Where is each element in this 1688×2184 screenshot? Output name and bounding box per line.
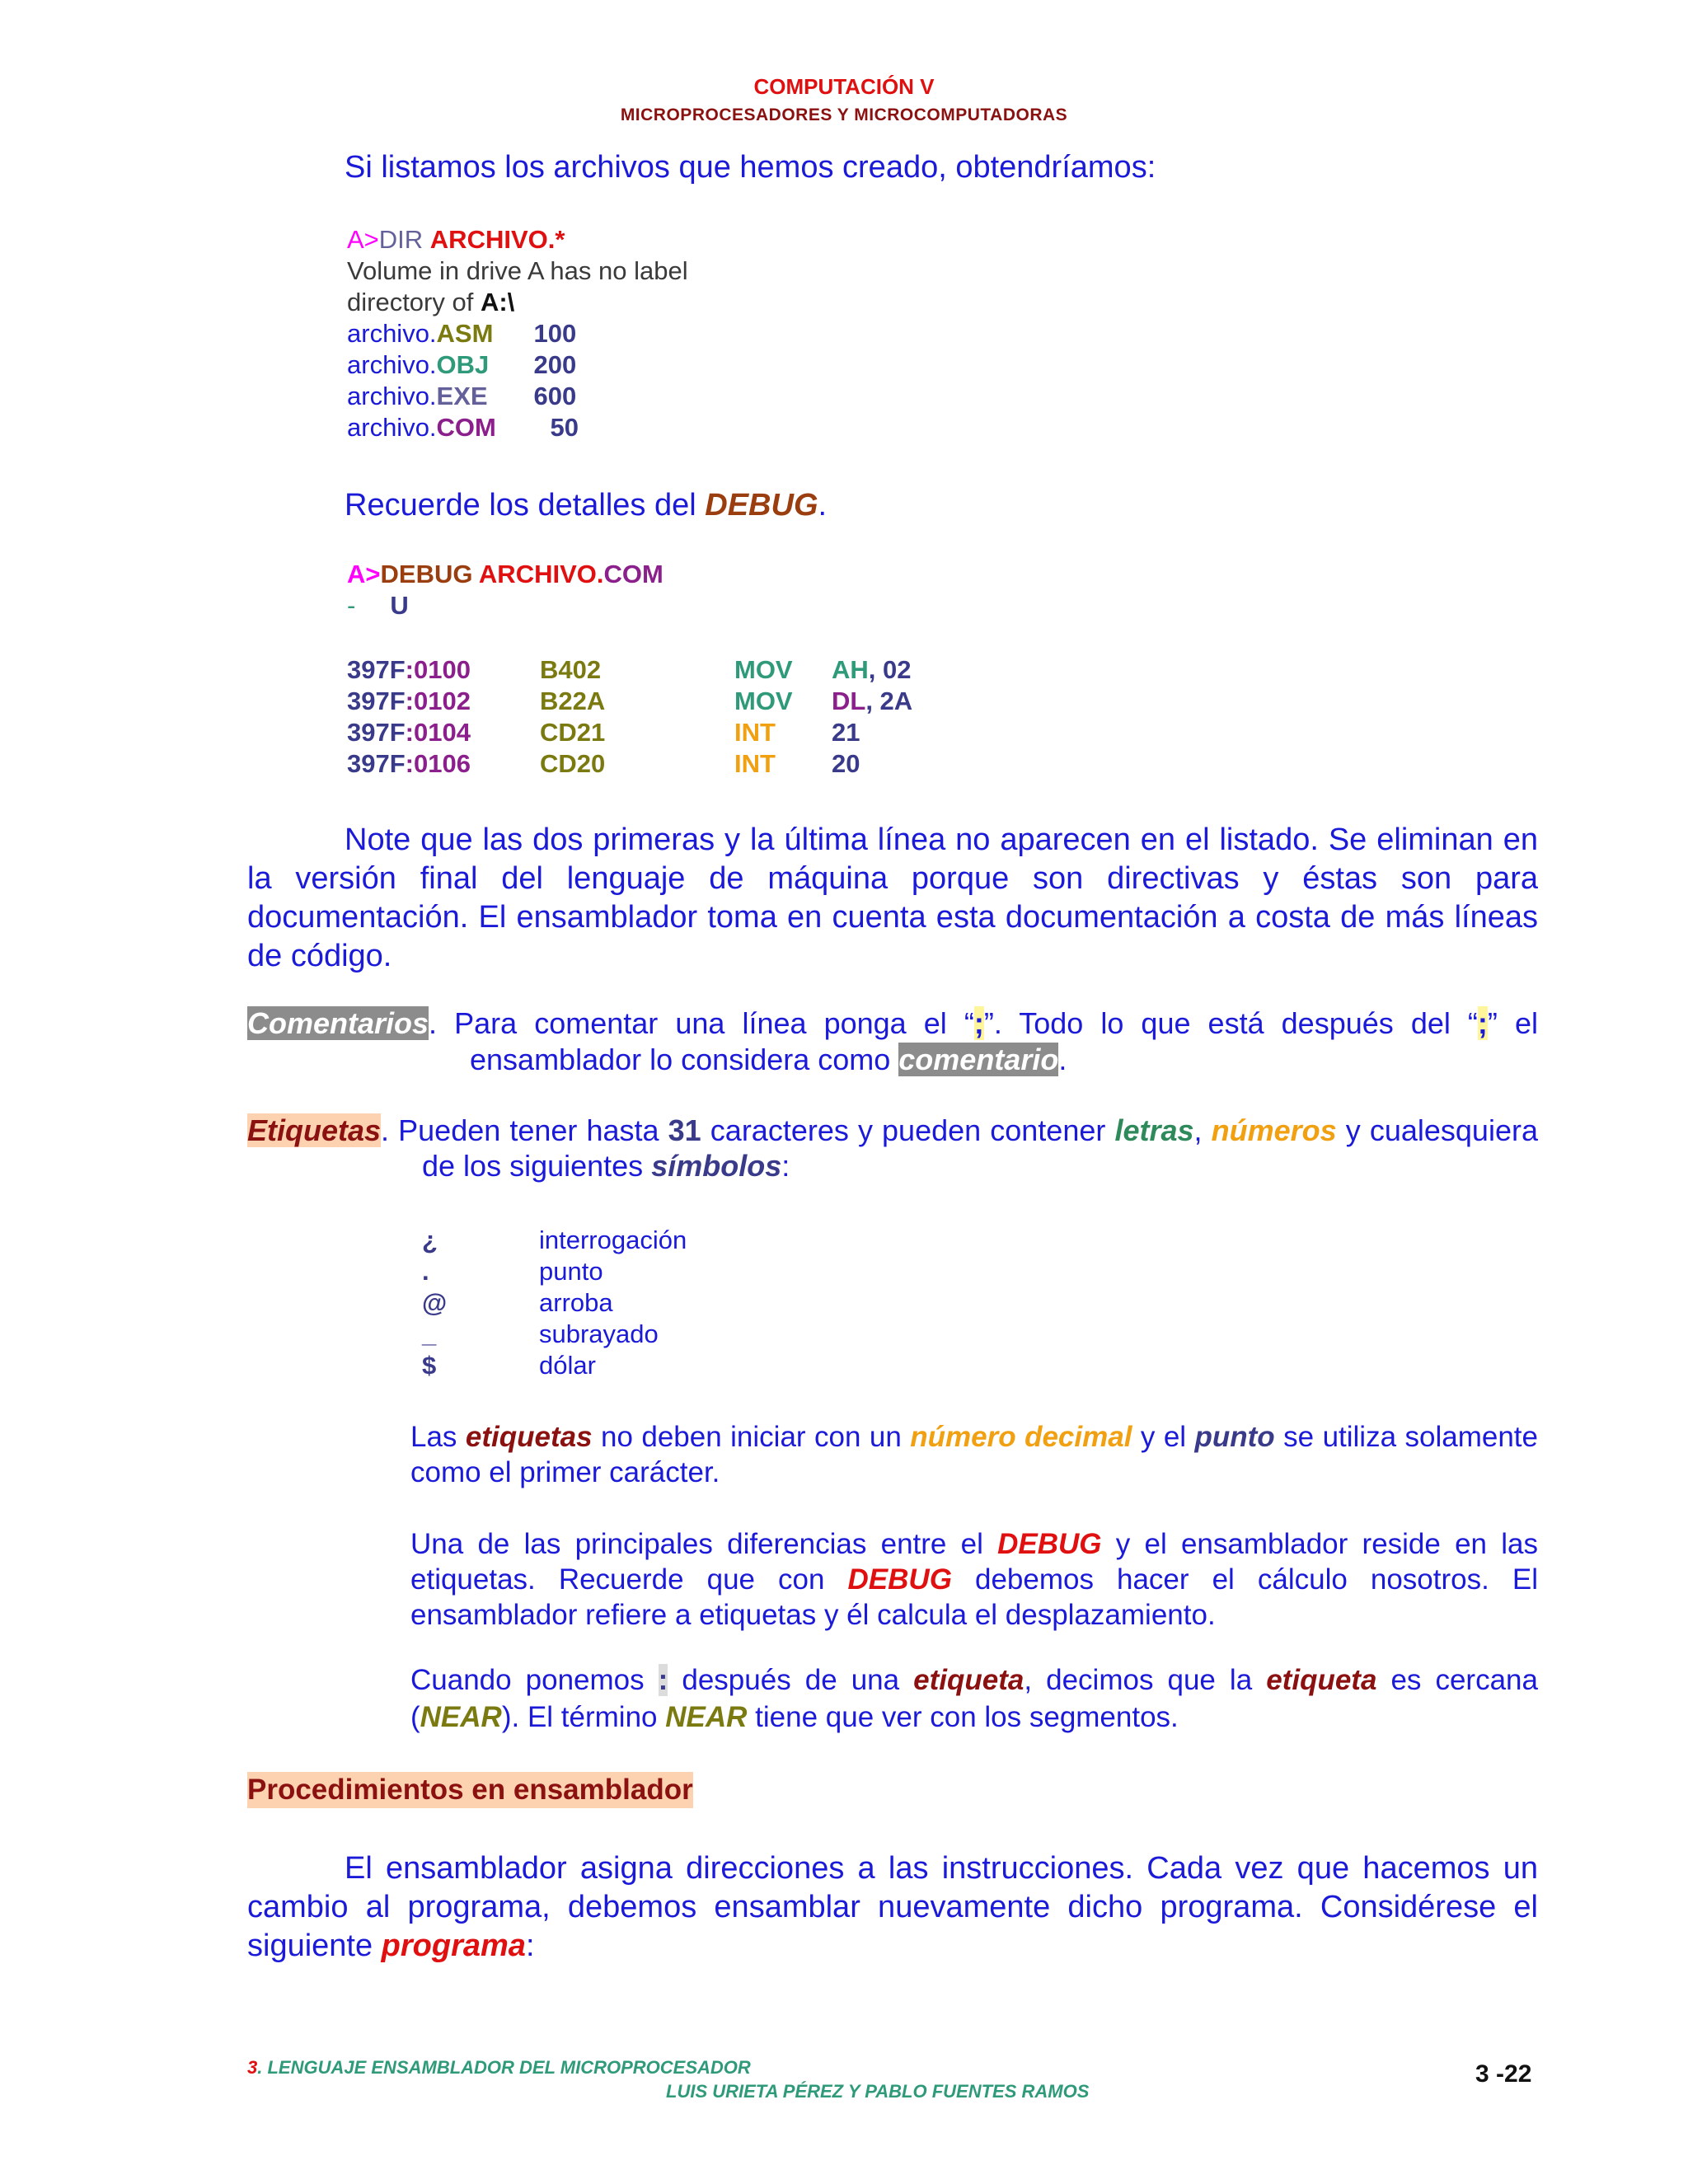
debug-command xyxy=(347,559,663,621)
comentarios-text-3: ” el ensamblador lo considera como xyxy=(470,1006,1538,1076)
comentario-term: comentario xyxy=(898,1043,1059,1076)
comentarios-end: . xyxy=(1058,1043,1067,1076)
near-text-4: es cercana ( xyxy=(410,1664,1538,1733)
semicolon: ; xyxy=(973,1006,984,1040)
etiquetas-text-2: caracteres y pueden contener xyxy=(701,1113,1115,1147)
programa-word: programa xyxy=(381,1929,526,1963)
symbol-name: punto xyxy=(539,1257,603,1286)
disasm-off: :0104 xyxy=(405,718,471,747)
footer-authors: LUIS URIETA PÉREZ Y PABLO FUENTES RAMOS xyxy=(666,2081,1090,2102)
disasm-hex: B402 xyxy=(540,655,602,684)
label-rule-text-3: y el xyxy=(1132,1421,1195,1453)
etiqueta-word: etiqueta xyxy=(913,1664,1025,1696)
file-size: 200 xyxy=(533,350,577,379)
section-heading: Procedimientos en ensamblador xyxy=(247,1772,693,1808)
colon-symbol: : xyxy=(658,1664,668,1696)
file-base: archivo. xyxy=(347,350,437,379)
symbol: _ xyxy=(422,1319,437,1348)
file-base: archivo. xyxy=(347,413,437,442)
debug-diff-text-3: debemos hacer el cálculo nosotros. El ensamblador refiere a etiquetas y él calcula el desplazamiento. xyxy=(410,1563,1538,1631)
etiquetas-term: Etiquetas xyxy=(247,1113,382,1147)
disasm-op1: AH xyxy=(832,655,869,684)
symbol-name: dólar xyxy=(539,1351,596,1380)
prompt: A> xyxy=(347,225,379,254)
comentarios-term: Comentarios xyxy=(247,1006,429,1040)
disasm-mnemonic: MOV xyxy=(734,655,793,684)
symbol-row xyxy=(422,1225,687,1256)
disasm-op1: 20 xyxy=(832,749,860,778)
disasm-hex: B22A xyxy=(540,687,606,715)
dir-command-line xyxy=(347,224,688,255)
debug-cmd: DEBUG xyxy=(380,560,479,588)
intro-text: Si listamos los archivos que hemos creado, obtendríamos: xyxy=(345,150,1156,185)
near-word: NEAR xyxy=(665,1701,748,1733)
near-paragraph xyxy=(410,1661,1538,1736)
chapter-number: 3 xyxy=(247,2057,258,2078)
file-size: 600 xyxy=(533,382,577,410)
etiquetas-comma: , xyxy=(1193,1113,1212,1147)
disasm-seg: 397F xyxy=(347,687,406,715)
disasm-row xyxy=(347,654,912,686)
disasm-hex: CD21 xyxy=(540,718,606,747)
etiqueta-word: etiqueta xyxy=(1266,1664,1377,1696)
symbol-row xyxy=(422,1350,687,1381)
etiquetas-end: : xyxy=(781,1149,790,1183)
file-base: archivo. xyxy=(347,382,437,410)
final-end: : xyxy=(525,1929,535,1963)
symbol-row xyxy=(422,1256,687,1287)
symbol: . xyxy=(422,1257,429,1286)
disasm-row xyxy=(347,748,912,780)
directory-line xyxy=(347,287,688,318)
debug-word: DEBUG xyxy=(997,1528,1102,1560)
file-size: 100 xyxy=(533,319,577,348)
numero-decimal: número decimal xyxy=(910,1421,1132,1453)
disasm-seg: 397F xyxy=(347,718,406,747)
disasm-hex: CD20 xyxy=(540,749,606,778)
symbol: $ xyxy=(422,1351,437,1380)
disasm-row xyxy=(347,717,912,748)
document-title: COMPUTACIÓN V xyxy=(753,74,935,99)
near-text-1: Cuando ponemos xyxy=(410,1664,659,1696)
prompt: A> xyxy=(347,560,381,588)
debug-u: U xyxy=(390,591,409,620)
file-base: archivo. xyxy=(347,319,437,348)
label-rule-text-4: se utiliza solamente como el primer carácter. xyxy=(410,1421,1538,1488)
etiquetas-text-3: y cualesquiera de los siguientes xyxy=(422,1113,1538,1183)
debug-diff-text-1: Una de las principales diferencias entre el xyxy=(410,1528,998,1560)
directory-path: A:\ xyxy=(480,288,515,316)
disasm-off: :0100 xyxy=(405,655,471,684)
file-ext: COM xyxy=(436,413,496,442)
simbolos: símbolos xyxy=(651,1149,782,1183)
disasm-off: :0106 xyxy=(405,749,471,778)
debug-arg-ext: COM xyxy=(603,560,663,588)
note-paragraph: Note que las dos primeras y la última línea no aparecen en el listado. Se eliminan en la versión final del lenguaje de máquina porque son directivas y éstas son para documentación. El ensamblador toma en cuenta esta documentación a costa de más líneas de código. xyxy=(247,823,1538,973)
dir-arg-name: ARCHIVO xyxy=(429,225,548,254)
volume-line: Volume in drive A has no label xyxy=(347,256,688,285)
dir-listing xyxy=(347,224,688,443)
disasm-op1: 21 xyxy=(832,718,860,747)
symbol-name: interrogación xyxy=(539,1226,687,1254)
near-text-5: ). El término xyxy=(501,1701,666,1733)
disasm-mnemonic: MOV xyxy=(734,687,793,715)
symbol-row xyxy=(422,1287,687,1319)
near-text-6: tiene que ver con los segmentos. xyxy=(747,1701,1179,1733)
file-row xyxy=(347,381,579,412)
disasm-seg: 397F xyxy=(347,749,406,778)
dir-command: DIR xyxy=(378,225,424,254)
disassembly-table xyxy=(347,654,912,780)
footer-chapter xyxy=(247,2057,751,2079)
file-ext: OBJ xyxy=(436,350,490,379)
document-subtitle: MICROPROCESADORES Y MICROCOMPUTADORAS xyxy=(620,105,1068,124)
debug-keyword: DEBUG xyxy=(705,488,818,523)
punto-word: punto xyxy=(1194,1421,1275,1453)
debug-intro-end: . xyxy=(818,488,828,523)
symbol: ¿ xyxy=(422,1226,438,1254)
max-chars: 31 xyxy=(668,1113,701,1147)
symbol-row xyxy=(422,1319,687,1350)
file-row xyxy=(347,318,579,349)
disasm-mnemonic: INT xyxy=(734,718,776,747)
comentarios-text-2: ”. Todo lo que está después del “ xyxy=(983,1006,1478,1040)
debug-intro-text: Recuerde los detalles del xyxy=(345,488,706,523)
comentarios-paragraph xyxy=(247,1005,1538,1078)
comentarios-text-1: . Para comentar una línea ponga el “ xyxy=(429,1006,974,1040)
label-rule-text-2: no deben iniciar con un xyxy=(592,1421,911,1453)
directory-prefix: directory of xyxy=(347,288,481,316)
semicolon: ; xyxy=(1477,1006,1488,1040)
final-paragraph xyxy=(247,1849,1538,1966)
debug-diff-text-2: y el ensamblador reside en las etiquetas. Recuerde que con xyxy=(410,1528,1539,1596)
disasm-op2: , 02 xyxy=(868,655,912,684)
numeros: números xyxy=(1211,1113,1337,1147)
symbol-name: arroba xyxy=(539,1288,613,1317)
near-text-2: después de una xyxy=(668,1664,914,1696)
label-rule-paragraph xyxy=(410,1419,1538,1490)
near-word: NEAR xyxy=(420,1701,502,1733)
disasm-op1: DL xyxy=(832,687,866,715)
near-text-3: , decimos que la xyxy=(1024,1664,1267,1696)
debug-diff-paragraph xyxy=(410,1526,1538,1633)
file-ext: EXE xyxy=(436,382,488,410)
etiquetas-text-1: . Pueden tener hasta xyxy=(381,1113,668,1147)
page-number: 3 -22 xyxy=(1475,2060,1532,2088)
disasm-seg: 397F xyxy=(347,655,406,684)
disasm-row xyxy=(347,686,912,717)
label-rule-text-1: Las xyxy=(410,1421,466,1453)
file-table xyxy=(347,318,579,443)
etiquetas-word: etiquetas xyxy=(465,1421,593,1453)
symbols-table xyxy=(422,1225,687,1381)
disasm-op2: , 2A xyxy=(865,687,913,715)
file-size: 50 xyxy=(550,413,579,442)
file-row xyxy=(347,349,579,381)
debug-arg-name: ARCHIVO. xyxy=(478,560,604,588)
debug-dash: - xyxy=(347,591,356,620)
debug-word: DEBUG xyxy=(847,1563,952,1596)
etiquetas-paragraph xyxy=(247,1113,1538,1183)
disasm-mnemonic: INT xyxy=(734,749,776,778)
final-text: El ensamblador asigna direcciones a las instrucciones. Cada vez que hacemos un cambio al programa, debemos ensamblar nuevamente dicho programa. Considérese el siguiente xyxy=(247,1851,1538,1963)
file-row xyxy=(347,412,579,443)
disasm-off: :0102 xyxy=(405,687,471,715)
debug-intro xyxy=(345,486,827,525)
symbol-name: subrayado xyxy=(539,1319,659,1348)
chapter-title: . LENGUAJE ENSAMBLADOR DEL MICROPROCESADOR xyxy=(257,2057,751,2078)
symbol: @ xyxy=(422,1288,448,1317)
file-ext: ASM xyxy=(436,319,494,348)
dir-arg-ext: .* xyxy=(547,225,565,254)
letras: letras xyxy=(1114,1113,1194,1147)
